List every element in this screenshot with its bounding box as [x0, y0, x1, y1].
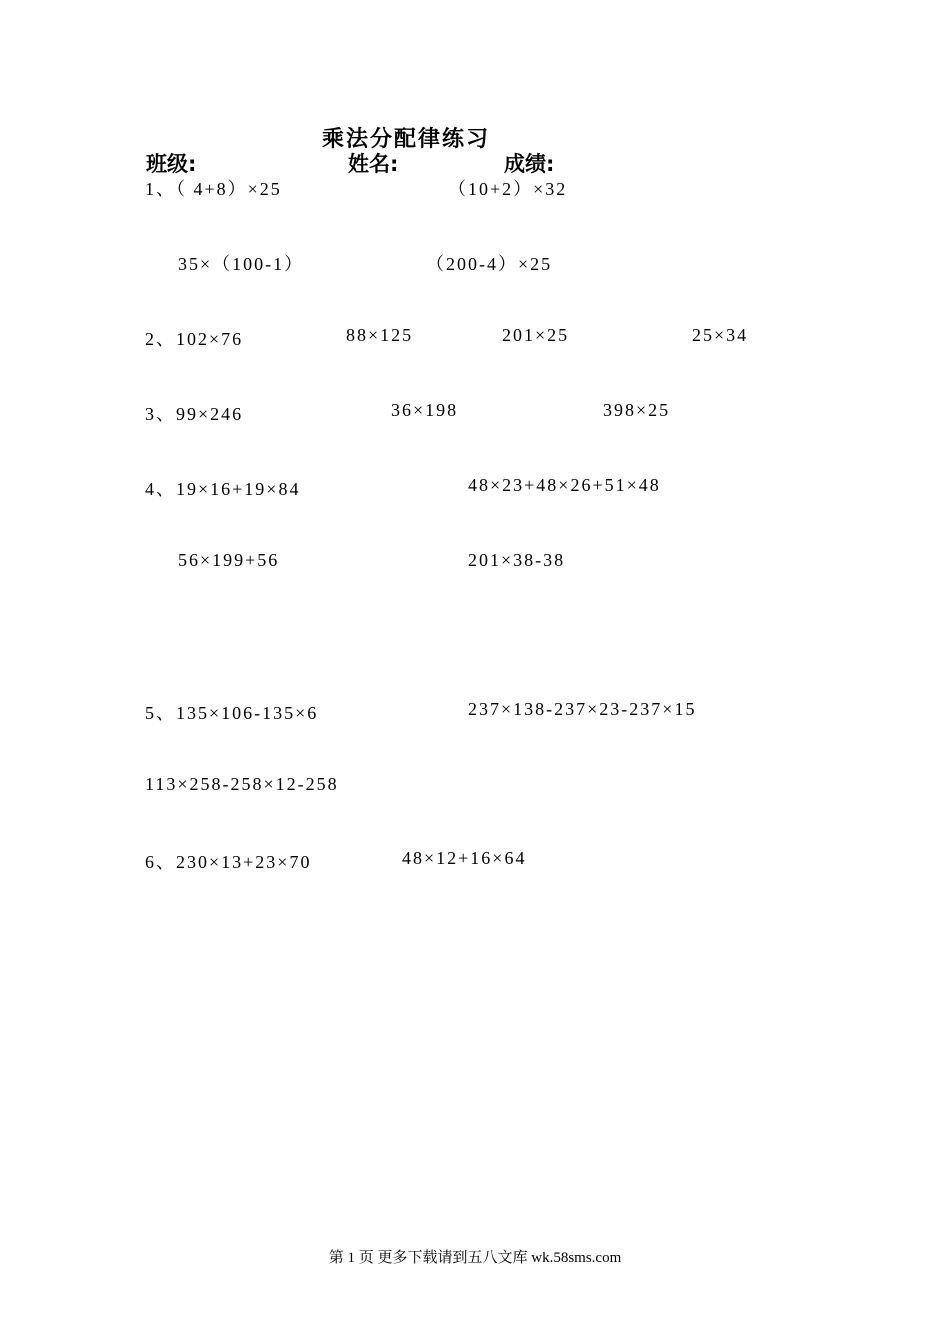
page-footer: 第 1 页 更多下载请到五八文库 wk.58sms.com [328, 1250, 622, 1266]
problem-1d: （200-4）×25 [426, 254, 553, 274]
problem-6a: 6、230×13+23×70 [145, 852, 312, 872]
worksheet-title: 乘法分配律练习 [322, 127, 491, 152]
problem-3c: 398×25 [603, 400, 671, 420]
problem-3b: 36×198 [391, 400, 459, 420]
problem-4c: 56×199+56 [178, 550, 280, 570]
problem-1a: 1、（ 4+8）×25 [145, 179, 282, 199]
problem-3a: 3、99×246 [145, 404, 244, 424]
class-label: 班级: [146, 152, 197, 176]
problem-6b: 48×12+16×64 [402, 848, 527, 868]
problem-2a: 2、102×76 [145, 329, 244, 349]
problem-1b: （10+2）×32 [448, 179, 568, 199]
problem-5b: 237×138-237×23-237×15 [468, 699, 697, 719]
problem-2b: 88×125 [346, 325, 414, 345]
problem-5a: 5、135×106-135×6 [145, 703, 319, 723]
problem-1c: 35×（100-1） [178, 254, 305, 274]
name-label: 姓名: [348, 152, 399, 176]
problem-4b: 48×23+48×26+51×48 [468, 475, 661, 495]
score-label: 成绩: [504, 152, 555, 176]
problem-4a: 4、19×16+19×84 [145, 479, 301, 499]
problem-4d: 201×38-38 [468, 550, 566, 570]
problem-2d: 25×34 [692, 325, 749, 345]
problem-2c: 201×25 [502, 325, 570, 345]
problem-5c: 113×258-258×12-258 [145, 774, 339, 794]
